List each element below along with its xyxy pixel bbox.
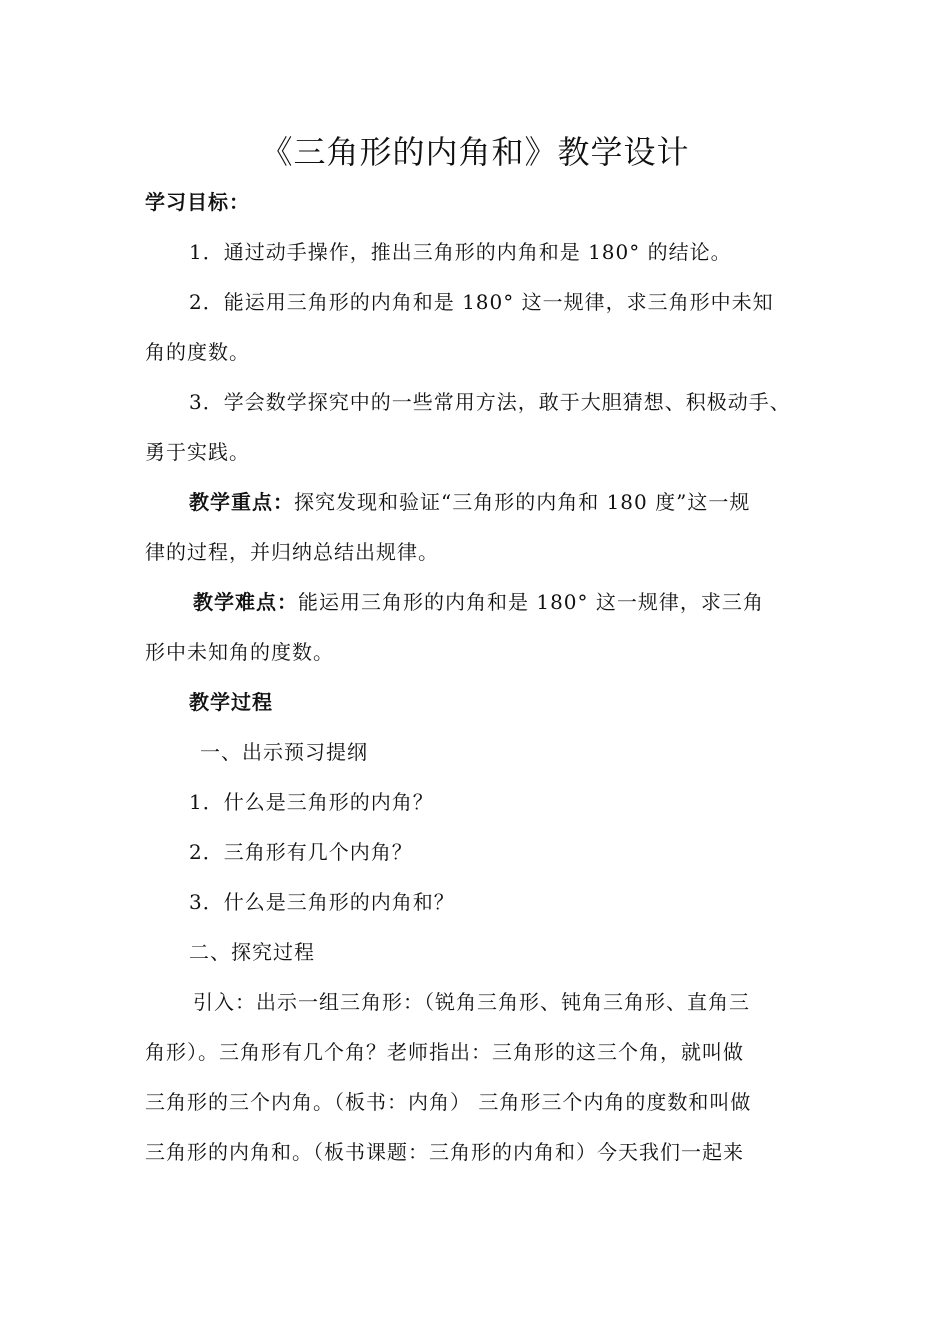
- difficulty-text: 能运用三角形的内角和是 180° 这一规律，求三角: [298, 590, 764, 614]
- outline-question-2: 2．三角形有几个内角？: [189, 840, 413, 864]
- objectives-heading: 学习目标：: [145, 190, 250, 214]
- objective-3-line-1: 3．学会数学探究中的一些常用方法，敢于大胆猜想、积极动手、: [189, 390, 791, 414]
- document-title: 《三角形的内角和》教学设计: [260, 133, 690, 171]
- intro-line-2: 角形）。三角形有几个角？老师指出：三角形的这三个角，就叫做: [145, 1040, 744, 1064]
- key-point-label: 教学重点：: [189, 490, 294, 514]
- key-point-line-2: 律的过程，并归纳总结出规律。: [145, 540, 439, 564]
- objective-2-line-1: 2．能运用三角形的内角和是 180° 这一规律，求三角形中未知: [189, 290, 774, 314]
- objective-2-line-2: 角的度数。: [145, 340, 250, 364]
- process-heading: 教学过程: [189, 690, 273, 714]
- section-1-heading: 一、出示预习提纲: [200, 740, 368, 764]
- difficulty-line-1: [193, 590, 764, 614]
- intro-line-3: 三角形的三个内角。（板书：内角） 三角形三个内角的度数和叫做: [145, 1090, 752, 1114]
- intro-line-4: 三角形的内角和。（板书课题：三角形的内角和）今天我们一起来: [145, 1140, 744, 1164]
- key-point-line-1: [189, 490, 750, 514]
- key-point-text: 探究发现和验证“三角形的内角和 180 度”这一规: [294, 490, 751, 514]
- outline-question-3: 3．什么是三角形的内角和？: [189, 890, 455, 914]
- difficulty-line-2: 形中未知角的度数。: [145, 640, 334, 664]
- objective-3-line-2: 勇于实践。: [145, 440, 250, 464]
- difficulty-label: 教学难点：: [193, 590, 298, 614]
- outline-question-1: 1．什么是三角形的内角？: [189, 790, 434, 814]
- intro-line-1: 引入：出示一组三角形：（锐角三角形、钝角三角形、直角三: [193, 990, 750, 1014]
- objective-1: 1．通过动手操作，推出三角形的内角和是 180° 的结论。: [189, 240, 732, 264]
- section-2-heading: 二、探究过程: [189, 940, 315, 964]
